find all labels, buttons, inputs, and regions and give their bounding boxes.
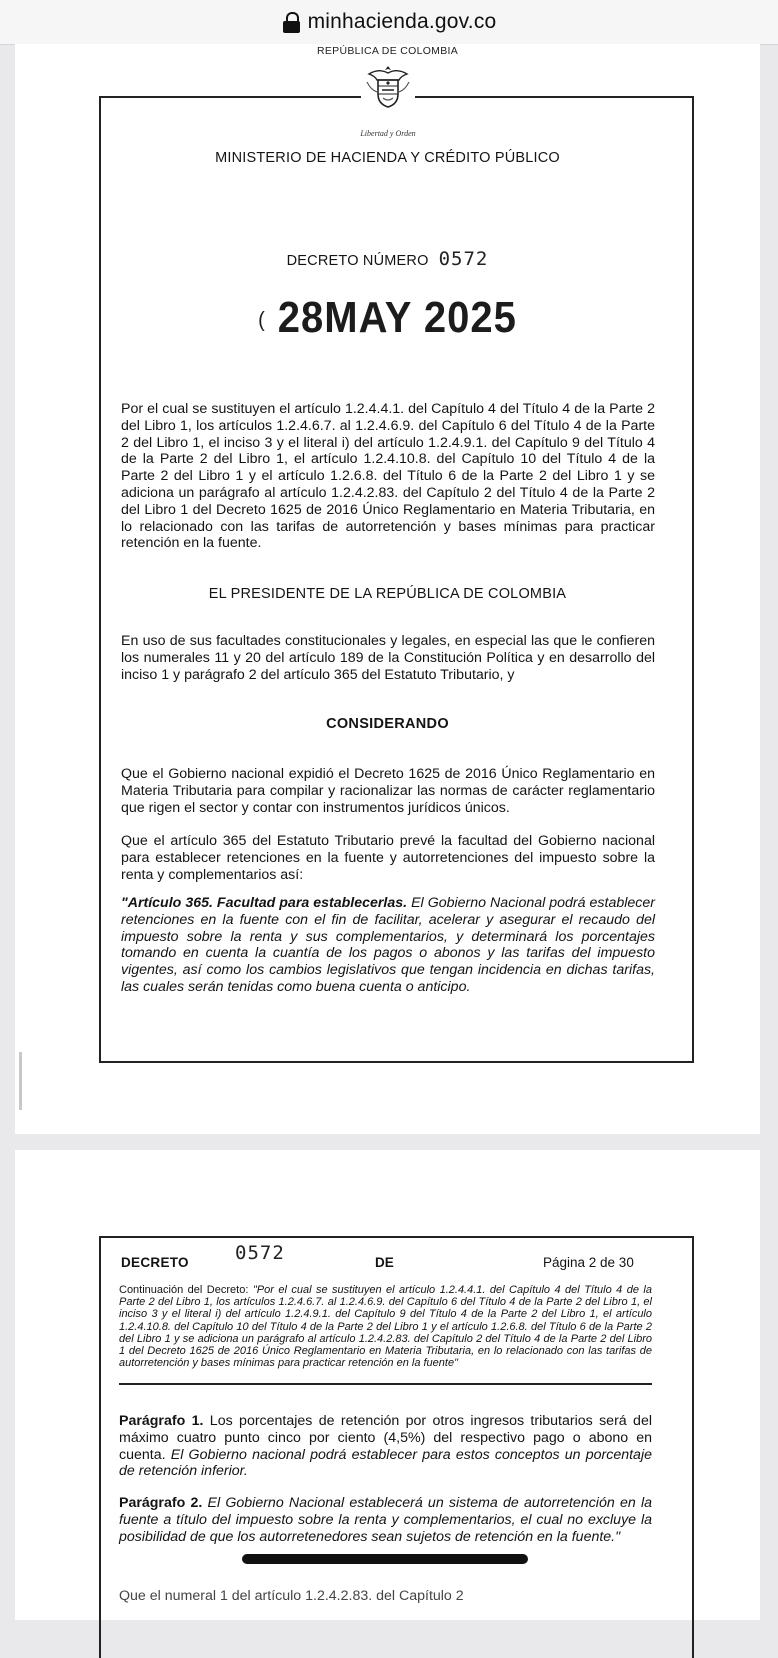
lock-icon	[282, 11, 301, 33]
page-number: Página 2 de 30	[543, 1255, 634, 1270]
decree-number-label: DECRETO NÚMERO	[286, 253, 429, 269]
uso-facultades-paragraph: En uso de sus facultades constitucionales y legales, en especial las que le confieren los numerales 11 y 20 del artículo 189 de la Constitución Política y en desarrollo del inciso 1 y parágrafo 2 del artículo 365 del Estatuto Tributario, y	[121, 633, 655, 683]
article-365-text: El Gobierno Nacional podrá establecer retenciones en la fuente con el fin de facilitar, acelerar y asegurar el recaudo del impuesto sobre la renta y sus complementarios, y determinará los porcentajes tomando en cuenta la cuantía de los pagos o abonos y las tarifas del impuesto vigentes, así como los cambios legislativos que tengan incidencia en dichas tarifas, las cuales serán tenidas como buena cuenta o anticipo.	[121, 895, 655, 995]
considerando-paragraph-2: Que el artículo 365 del Estatuto Tributario prevé la facultad del Gobierno nacional para establecer retenciones en la fuente y autorretenciones del impuesto sobre la renta y complementarios así:	[121, 833, 655, 883]
article-365-title: "Artículo 365. Facultad para establecerlas.	[121, 895, 408, 911]
coat-of-arms-icon	[361, 64, 415, 108]
address-bar[interactable]	[0, 0, 778, 45]
decree-number: 0572	[438, 248, 489, 270]
header-decree-number: 0572	[235, 1242, 285, 1264]
president-heading: EL PRESIDENTE DE LA REPÚBLICA DE COLOMBIA	[208, 586, 567, 602]
header-rule	[119, 1383, 652, 1385]
decree-number-line	[15, 248, 760, 270]
paragrafo-2	[119, 1495, 652, 1545]
cut-off-line: Que el numeral 1 del artículo 1.2.4.2.83. del Capítulo 2	[119, 1588, 464, 1604]
continuation-lead: Continuación del Decreto:	[119, 1284, 253, 1296]
emblem-motto: Libertad y Orden	[360, 129, 416, 138]
document-page-2	[15, 1150, 760, 1620]
text-highlight-bar	[242, 1554, 528, 1564]
continuation-text: "Por el cual se sustituyen el artículo 1.2.4.4.1. del Capítulo 4 del Título 4 de la Parte 2 del Libro 1, los artículos 1.2.4.6.7. al 1.2.4.6.9. del Capítulo 6 del Título 4 de la Parte 2 del Libro 1, el inciso 3 y el literal i) del artículo 1.2.4.9.1. del Capítulo 9 del Título 4 de la Parte 2 del Libro 1, el artículo 1.2.4.10.8. del Capítulo 10 del Título 4 de la Parte 2 del Libro 1 y el artículo 1.2.6.8. del Título 6 de la Parte 2 del Libro 1 y se adiciona un parágrafo al artículo 1.2.4.2.83. del Capítulo 2 del Título 4 de la Parte 2 del Libro 1 del Decreto 1625 de 2016 Único Reglamentario en Materia Tributaria, en lo relacionado con las tarifas de autorretención y bases mínimas para practicar retención en la fuente"	[119, 1284, 652, 1370]
paragrafo-2-text: El Gobierno Nacional establecerá un sistema de autorretención en la fuente a título del impuesto sobre la renta y complementarios, el cual no excluye la posibilidad de que los autorretenedores sean sujetos de retención en la fuente."	[119, 1495, 652, 1545]
document-page-1	[15, 44, 760, 1134]
paragrafo-1-italic: El Gobierno nacional podrá establecer para estos conceptos un porcentaje de retención inferior.	[119, 1446, 652, 1480]
header-de-label: DE	[375, 1255, 394, 1270]
decree-intro: Por el cual se sustituyen el artículo 1.2.4.4.1. del Capítulo 4 del Título 4 de la Parte 2 del Libro 1, los artículos 1.2.4.6.7. al 1.2.4.6.9. del Capítulo 6 del Título 4 de la Parte 2 del Libro 1, el inciso 3 y el literal i) del artículo 1.2.4.9.1. del Capítulo 9 del Título 4 de la Parte 2 del Libro 1, el artículo 1.2.4.10.8. del Capítulo 10 del Título 4 de la Parte 2 del Libro 1 y el artículo 1.2.6.8. del Título 6 de la Parte 2 del Libro 1 y se adiciona un parágrafo al artículo 1.2.4.2.83. del Capítulo 2 del Título 4 de la Parte 2 del Libro 1 del Decreto 1625 de 2016 Único Reglamentario en Materia Tributaria, en lo relacionado con las tarifas de autorretención y bases mínimas para practicar retención en la fuente.	[121, 401, 655, 552]
ministry-title: MINISTERIO DE HACIENDA Y CRÉDITO PÚBLICO	[215, 150, 560, 166]
article-365-quote	[121, 895, 655, 996]
considerando-paragraph-1: Que el Gobierno nacional expidió el Decreto 1625 de 2016 Único Reglamentario en Materia Tributaria para compilar y racionalizar las normas de carácter reglamentario que rigen el sector y contar con instrumentos jurídicos únicos.	[121, 766, 655, 816]
paragrafo-2-title: Parágrafo 2.	[119, 1495, 203, 1511]
date-stamp	[15, 294, 760, 343]
scroll-edge-mark	[19, 1052, 22, 1110]
paragrafo-1-text: Los porcentajes de retención por otros ingresos tributarios será del máximo cuatro punto cinco por ciento (4,5%) del respectivo pago o abono en cuenta.	[119, 1413, 652, 1463]
considerando-heading: CONSIDERANDO	[326, 716, 449, 732]
url-text: minhacienda.gov.co	[307, 10, 497, 33]
paragrafo-1-title: Parágrafo 1.	[119, 1413, 204, 1429]
continuation-note	[119, 1284, 652, 1369]
republic-heading: REPÚBLICA DE COLOMBIA	[316, 45, 459, 57]
paragrafo-1	[119, 1413, 652, 1480]
header-decreto-label: DECRETO	[121, 1255, 189, 1270]
stamp-paren: (	[258, 308, 266, 332]
date-stamp-text: 28MAY 2025	[277, 294, 517, 342]
